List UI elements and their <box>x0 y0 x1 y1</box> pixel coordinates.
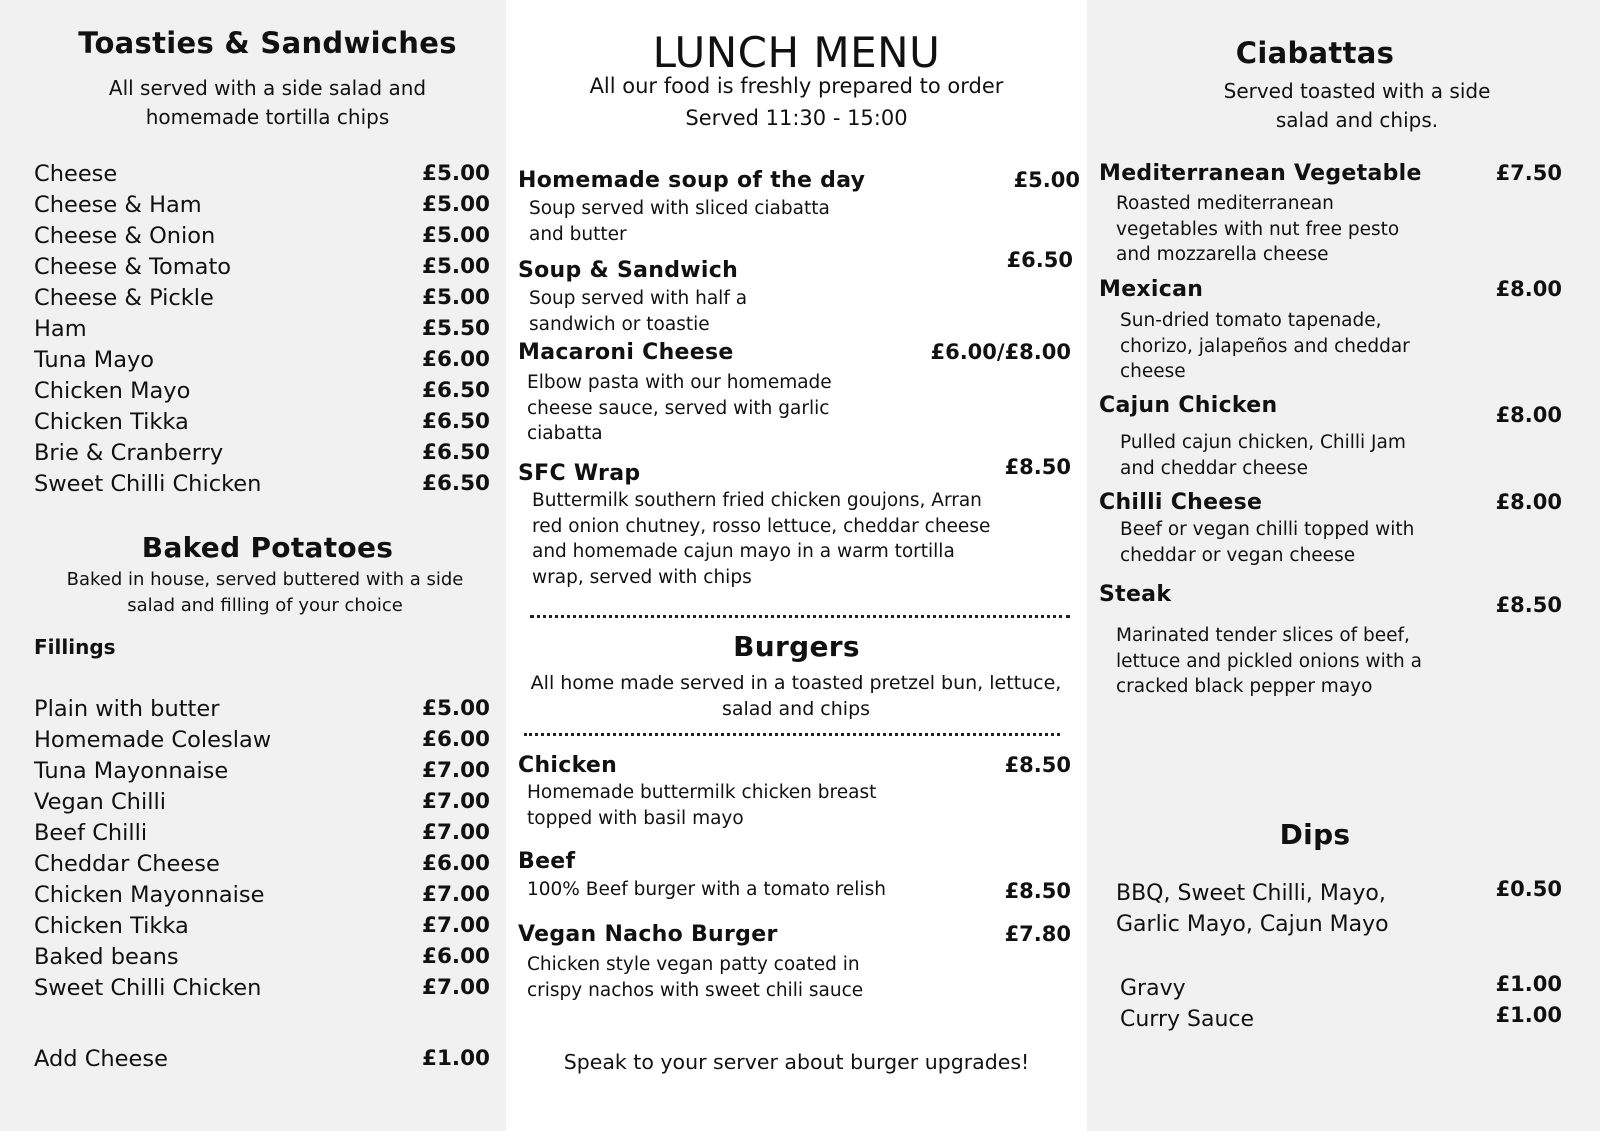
dips-item: BBQ, Sweet Chilli, Mayo, Garlic Mayo, Cajun Mayo £0.50 <box>1116 877 1562 937</box>
list-item: Baked beans £6.00 <box>34 944 490 970</box>
potatoes-heading: Baked Potatoes <box>141 531 394 564</box>
curry-sauce-item: Curry Sauce £1.00 <box>1120 1003 1562 1032</box>
burgers-heading: Burgers <box>733 630 860 663</box>
menu-subtitle: All our food is freshly prepared to order <box>589 74 1004 98</box>
potatoes-description: Baked in house, served buttered with a side salad and filling of your choice <box>66 569 464 616</box>
list-item: Sweet Chilli Chicken £7.00 <box>34 975 490 1001</box>
list-item: Sweet Chilli Chicken £6.50 <box>34 471 490 497</box>
page-title: LUNCH MENU <box>652 28 941 77</box>
list-item: Ham £5.50 <box>34 316 490 342</box>
list-item: Cheese & Ham £5.00 <box>34 192 490 218</box>
list-item: Plain with butter £5.00 <box>34 696 490 722</box>
add-cheese-item: Add Cheese £1.00 <box>34 1046 490 1072</box>
ciabattas-description: Served toasted with a side salad and chips. <box>1223 79 1491 132</box>
burgers-description: All home made served in a toasted pretzel bun, lettuce, salad and chips <box>530 672 1062 720</box>
list-item: Tuna Mayonnaise £7.00 <box>34 758 490 784</box>
fillings-label: Fillings <box>34 635 116 659</box>
toasties-heading: Toasties & Sandwiches <box>78 26 457 60</box>
ciabattas-heading: Ciabattas <box>1235 36 1395 70</box>
list-item: Brie & Cranberry £6.50 <box>34 440 490 466</box>
list-item: Beef Chilli £7.00 <box>34 820 490 846</box>
serving-hours: Served 11:30 - 15:00 <box>685 106 908 130</box>
list-item: Cheese & Pickle £5.00 <box>34 285 490 311</box>
middle-panel: LUNCH MENU All our food is freshly prepared to order Served 11:30 - 15:00 Homemade soup of the day £5.00 Soup served with sliced ciabatta and butter Soup & Sandwich £6.50 Soup served with half a sandwich or toastie Macaroni Cheese £6.00/£8.00 Elbow pasta with our homemade cheese sauce, served with garlic ciabatta SFC Wrap £8.50 Buttermilk southern fried chicken goujons, Arran red onion chutney, rosso lettuce, cheddar cheese and homemade cajun mayo in a warm tortilla wrap, served with chips Burgers All home made served in a toasted pretzel bun, lettuce, salad and chips Chicken £8.50 Homemade buttermilk chicken breast topped with basil mayo Beef £8.50 100% Beef burger with a tomato relish Vegan Nacho Burger £7.80 Chicken style vegan patty coated in crispy nachos with sweet chili sauce Speak to your server about burger upgrades! <box>506 0 1087 1131</box>
list-item: Cheese £5.00 <box>34 161 490 187</box>
list-item: Chicken Mayo £6.50 <box>34 378 490 404</box>
left-panel <box>0 0 506 1131</box>
gravy-item: Gravy £1.00 <box>1120 972 1562 1001</box>
list-item: Chicken Tikka £6.50 <box>34 409 490 435</box>
toasties-description: All served with a side salad and homemade tortilla chips <box>108 76 427 129</box>
list-item: Homemade Coleslaw £6.00 <box>34 727 490 753</box>
list-item: Cheddar Cheese £6.00 <box>34 851 490 877</box>
list-item: Chicken Mayonnaise £7.00 <box>34 882 490 908</box>
list-item: Tuna Mayo £6.00 <box>34 347 490 373</box>
right-panel: Ciabattas Served toasted with a side salad and chips. Mediterranean Vegetable £7.50 Roasted mediterranean vegetables with nut free pesto and mozzarella cheese Mexican £8.00 Sun-dried tomato tapenade, chorizo, jalapeños and cheddar cheese Cajun Chicken £8.00 Pulled cajun chicken, Chilli Jam and cheddar cheese Chilli Cheese £8.00 Beef or vegan chilli topped with cheddar or vegan cheese Steak £8.50 Marinated tender slices of beef, lettuce and pickled onions with a cracked black pepper mayo Dips BBQ, Sweet Chilli, Mayo, Garlic Mayo, Cajun Mayo £0.50 Gravy £1.00 Curry Sauce £1.00 <box>1087 0 1600 1131</box>
burger-upgrades-note: Speak to your server about burger upgrades! <box>563 1050 1030 1074</box>
dips-heading: Dips <box>1279 818 1351 851</box>
list-item: Chicken Tikka £7.00 <box>34 913 490 939</box>
divider <box>530 615 1070 618</box>
list-item: Cheese & Onion £5.00 <box>34 223 490 249</box>
list-item: Cheese & Tomato £5.00 <box>34 254 490 280</box>
list-item: Vegan Chilli £7.00 <box>34 789 490 815</box>
divider <box>524 733 1060 736</box>
